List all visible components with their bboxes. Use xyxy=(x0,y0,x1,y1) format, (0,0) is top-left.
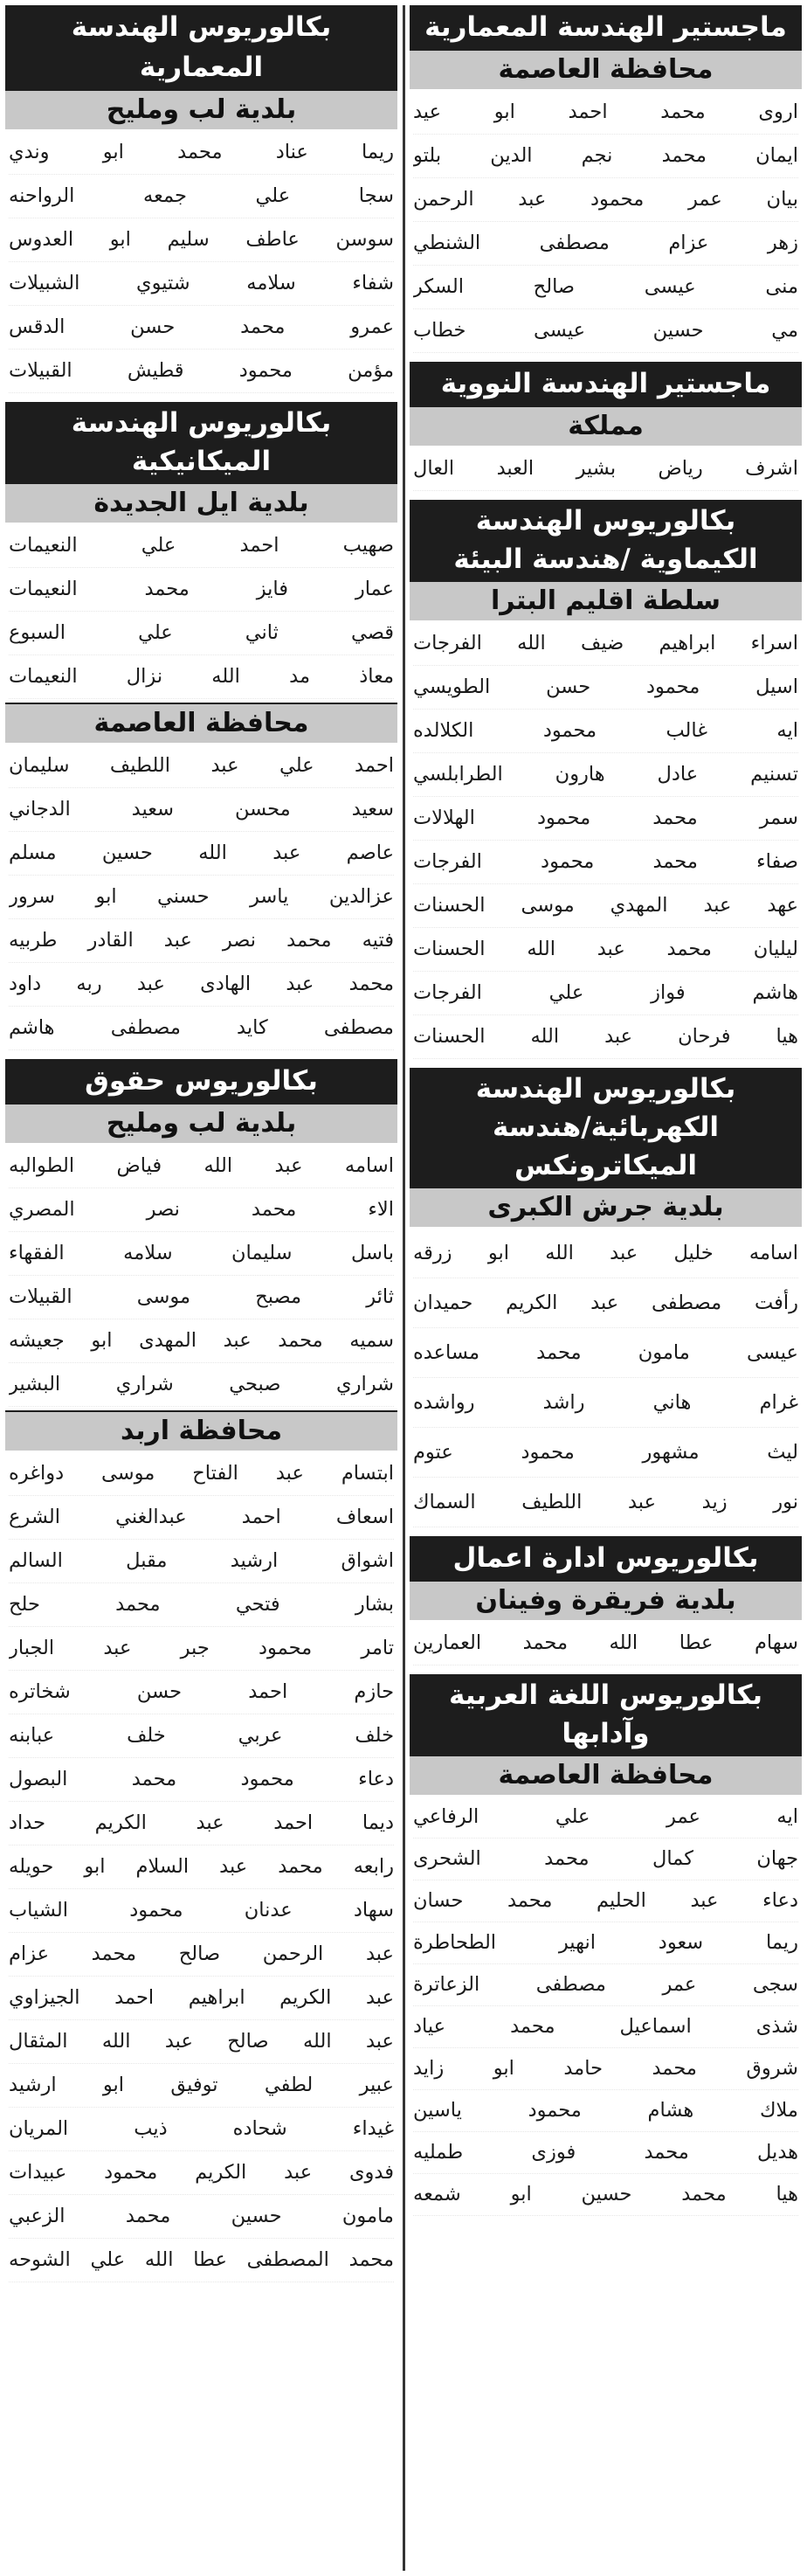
name-row: عبد الكريم ابراهيم احمد الجيزاوي xyxy=(9,1977,394,2020)
name-row: سوسن عاطف سليم ابو العدوس xyxy=(9,218,394,262)
name-row: صفاء محمد محمود الفرجات xyxy=(413,841,798,884)
names-list xyxy=(410,620,802,1063)
name-row: احمد علي عبد اللطيف سليمان xyxy=(9,744,394,788)
name-row: مصطفى كايد مصطفى هاشم xyxy=(9,1007,394,1050)
name-row: الاء محمد نصر المصري xyxy=(9,1188,394,1232)
name-row: معاذ مد الله نزال النعيمات xyxy=(9,655,394,699)
name-row: جهان كمال محمد الشحرى xyxy=(413,1839,798,1880)
region-title: محافظة اربد xyxy=(5,1410,397,1451)
name-row: سعيد محسن سعيد الدجاني xyxy=(9,788,394,832)
name-row: اسامه عبد الله فياض الطوالبه xyxy=(9,1145,394,1188)
name-row: ريما عناد محمد ابو وندي xyxy=(9,131,394,175)
name-row: تسنيم عادل هارون الطرابلسي xyxy=(413,753,798,797)
name-row: اشرف رياض بشير العبد العال xyxy=(413,447,798,491)
name-row: باسل سليمان سلامه الفقهاء xyxy=(9,1232,394,1276)
name-row: ريما سعود انهير الطحاطرة xyxy=(413,1922,798,1964)
section-title: ماجستير الهندسة النووية xyxy=(410,362,802,405)
name-row: تامر محمود جبر عبد الجبار xyxy=(9,1627,394,1671)
name-row: سمر محمد محمود الهلالات xyxy=(413,797,798,841)
region-title: بلدية لب ومليح xyxy=(5,89,397,129)
name-row: ايمان محمد نجم الدين بلتو xyxy=(413,135,798,178)
section-title: بكالوريوس ادارة اعمال xyxy=(410,1536,802,1580)
name-row: سجا علي جمعه الرواحنه xyxy=(9,175,394,218)
names-list xyxy=(410,1227,802,1531)
name-row: عبد الرحمن صالح محمد عزام xyxy=(9,1933,394,1977)
section-title: بكالوريوس حقوق xyxy=(5,1059,397,1103)
names-list xyxy=(410,89,802,357)
name-row: عبير لطفي توفيق ابو ارشيد xyxy=(9,2064,394,2108)
name-row: رابعه محمد عبد السلام ابو حويله xyxy=(9,1845,394,1889)
left-column xyxy=(5,5,397,2571)
name-row: غرام هاني راشد رواشده xyxy=(413,1378,798,1428)
name-row: عهد عبد المهدي موسى الحسنات xyxy=(413,884,798,928)
region-title: بلدية لب ومليح xyxy=(5,1103,397,1143)
names-list xyxy=(5,1143,397,1410)
name-row: سجى عمر مصطفى الزعاترة xyxy=(413,1964,798,2006)
name-row: شذى اسماعيل محمد عياد xyxy=(413,2006,798,2048)
name-row: عزالدين ياسر حسني ابو سرور xyxy=(9,876,394,919)
section-title: ماجستير الهندسة المعمارية xyxy=(410,5,802,49)
name-row: هيا فرحان عبد الله الحسنات xyxy=(413,1015,798,1059)
section-title: بكالوريوس الهندسة المعمارية xyxy=(5,5,397,89)
region-title: بلدية فريقرة وفينان xyxy=(410,1580,802,1620)
names-list xyxy=(410,1795,802,2219)
name-row: مؤمن محمود قطيش القبيلات xyxy=(9,350,394,393)
name-row: دعاء محمود محمد البصول xyxy=(9,1758,394,1802)
name-row: شروق محمد حامد ابو زايد xyxy=(413,2048,798,2090)
name-row: مامون حسين محمد الزعبي xyxy=(9,2195,394,2239)
name-row: رأفت مصطفى عبد الكريم حميدان xyxy=(413,1278,798,1328)
name-row: صهيب احمد علي النعيمات xyxy=(9,524,394,568)
region-title: بلدية جرش الكبرى xyxy=(410,1187,802,1227)
name-row: سهاد عدنان محمود الشياب xyxy=(9,1889,394,1933)
name-row: خلف عربي خلف عبابنه xyxy=(9,1714,394,1758)
name-row: محمد عبد الهادى عبد ربه داود xyxy=(9,963,394,1007)
column-divider xyxy=(403,5,405,2571)
name-row: قصي ثاني علي السبوع xyxy=(9,612,394,655)
name-row: اسعاف احمد عبدالغني الشرع xyxy=(9,1496,394,1540)
name-row: هاشم فواز علي الفرجات xyxy=(413,972,798,1015)
name-row: شفاء سلامه شتيوي الشبيلات xyxy=(9,262,394,306)
section-title: بكالوريوس الهندسة الميكانيكية xyxy=(5,402,397,482)
region-title: سلطة اقليم البترا xyxy=(410,580,802,620)
name-row: ديما احمد عبد الكريم حداد xyxy=(9,1802,394,1845)
name-row: عيسى مامون محمد مساعده xyxy=(413,1328,798,1378)
name-row: شراري صبحي شراري البشير xyxy=(9,1363,394,1407)
name-row: سميه محمد عبد المهدى ابو جعيشه xyxy=(9,1319,394,1363)
region-title: محافظة العاصمة xyxy=(410,1755,802,1795)
names-list xyxy=(410,1620,802,1669)
name-row: ثائر مصبح موسى القبيلات xyxy=(9,1276,394,1319)
name-row: ليث مشهور محمود عتوم xyxy=(413,1428,798,1478)
name-row: مي حسين عيسى خطاب xyxy=(413,309,798,353)
name-row: منى عيسى صالح السكر xyxy=(413,266,798,309)
name-row: اسيل محمود حسن الطويسي xyxy=(413,666,798,710)
names-list xyxy=(410,446,802,495)
name-row: ليليان محمد عبد الله الحسنات xyxy=(413,928,798,972)
name-row: هديل محمد فوزى طمليه xyxy=(413,2132,798,2174)
name-row: زهر عزام مصطفى الشنطي xyxy=(413,222,798,266)
name-row: حازم احمد حسن شخاتره xyxy=(9,1671,394,1714)
name-row: بيان عمر محمود عبد الرحمن xyxy=(413,178,798,222)
name-row: عبد الله صالح عبد الله المثقال xyxy=(9,2020,394,2064)
region-title: محافظة العاصمة xyxy=(5,703,397,743)
name-row: دعاء عبد الحليم محمد حسان xyxy=(413,1880,798,1922)
section-title: بكالوريوس الهندسة الكيماوية /هندسة البيئة xyxy=(410,500,802,580)
name-row: غيداء شحاده ذيب المريان xyxy=(9,2108,394,2151)
names-list xyxy=(5,1451,397,2286)
name-row: نور زيد عبد اللطيف السماك xyxy=(413,1478,798,1527)
name-row: عمرو محمد حسن الدقس xyxy=(9,306,394,350)
name-row: اروى محمد احمد ابو عيد xyxy=(413,91,798,135)
names-list xyxy=(5,129,397,397)
name-row: عمار فايز محمد النعيمات xyxy=(9,568,394,612)
region-title: محافظة العاصمة xyxy=(410,49,802,89)
name-row: اسراء ابراهيم ضيف الله الفرجات xyxy=(413,622,798,666)
name-row: محمد المصطفى عطا الله علي الشوحه xyxy=(9,2239,394,2282)
section-title: بكالوريوس اللغة العربية وآدابها xyxy=(410,1674,802,1755)
name-row: ابتسام عبد الفتاح موسى دواغره xyxy=(9,1452,394,1496)
name-row: ايه غالب محمود الكلالده xyxy=(413,710,798,753)
region-title: بلدية ايل الجديدة xyxy=(5,482,397,523)
name-row: ايه عمر علي الرفاعي xyxy=(413,1797,798,1839)
name-row: بشار فتحي محمد حلح xyxy=(9,1583,394,1627)
name-row: ملاك هشام محمود ياسين xyxy=(413,2090,798,2132)
region-title: مملكة xyxy=(410,405,802,446)
name-row: فتيه محمد نصر عبد القادر طربيه xyxy=(9,919,394,963)
name-row: هيا محمد حسين ابو شمعه xyxy=(413,2174,798,2216)
right-column xyxy=(410,5,802,2571)
name-row: فدوى عبد الكريم محمود عبيدات xyxy=(9,2151,394,2195)
section-title: بكالوريوس الهندسة الكهربائية/هندسة الميكاترونكس xyxy=(410,1068,802,1187)
name-row: اسامه خليل عبد الله ابو زرقه xyxy=(413,1229,798,1278)
name-row: اشواق ارشيد مقبل السالم xyxy=(9,1540,394,1583)
names-list xyxy=(5,743,397,1054)
names-list xyxy=(5,523,397,703)
name-row: سهام عطا الله محمد العمارين xyxy=(413,1622,798,1665)
name-row: عاصم عبد الله حسين مسلم xyxy=(9,832,394,876)
